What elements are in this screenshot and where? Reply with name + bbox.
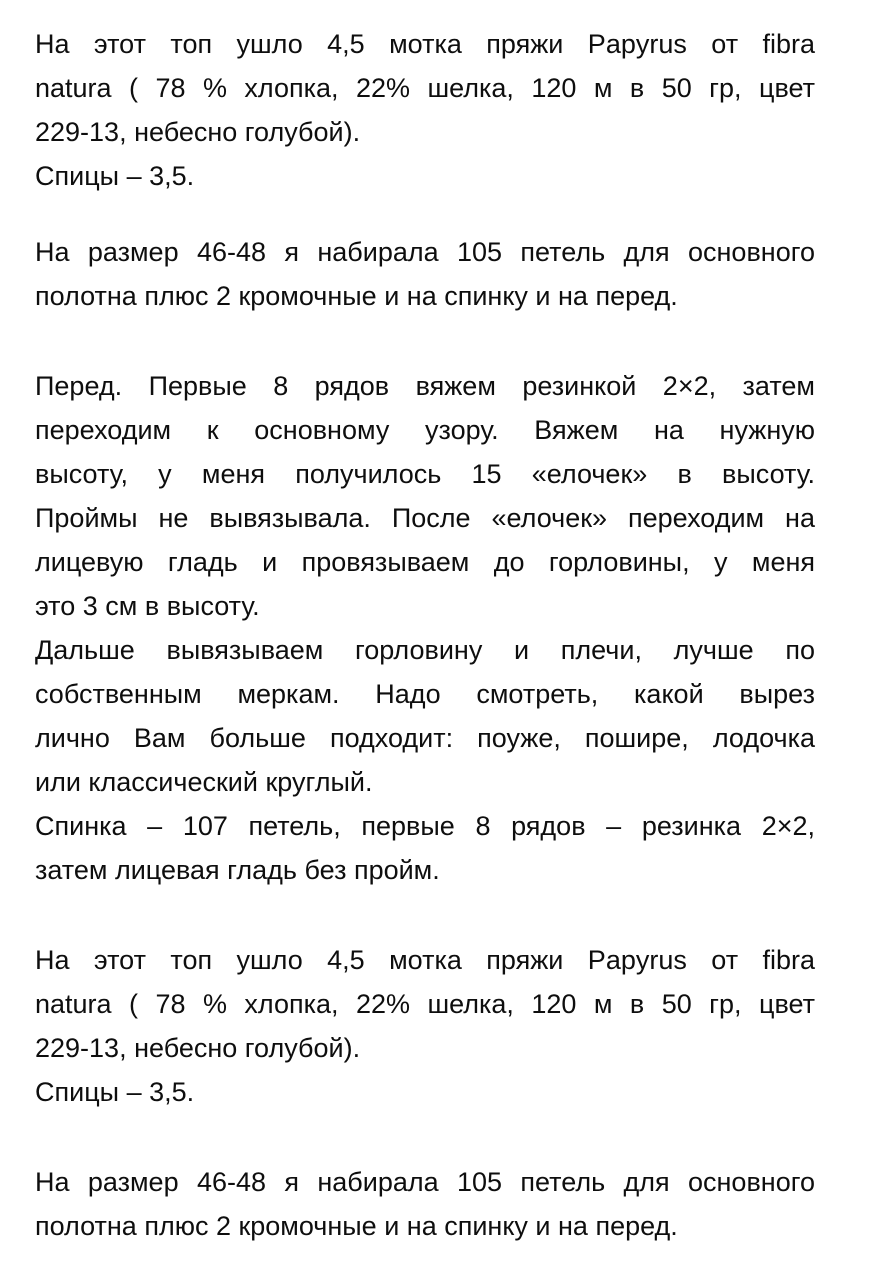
text-line: затем лицевая гладь без пройм. (35, 855, 440, 885)
text-line: полотна плюс 2 кромочные и на спинку и на перед. (35, 281, 678, 311)
text-line: Спинка – 107 петель, первые 8 рядов – резинка 2×2, (35, 811, 815, 841)
section (35, 230, 815, 318)
text-line: полотна плюс 2 кромочные и на спинку и на перед. (35, 1211, 678, 1241)
text-line: Дальше вывязываем горловину и плечи, лучше по (35, 635, 815, 665)
text-line: высоту, у меня получилось 15 «елочек» в высоту. (35, 459, 815, 489)
text-line: Проймы не вывязывала. После «елочек» переходим на (35, 503, 815, 533)
section (35, 364, 815, 892)
text-line: natura ( 78 % хлопка, 22% шелка, 120 м в 50 гр, цвет (35, 989, 815, 1019)
text-line: или классический круглый. (35, 767, 373, 797)
text-line: Перед. Первые 8 рядов вяжем резинкой 2×2, затем (35, 371, 815, 401)
text-line: это 3 см в высоту. (35, 591, 260, 621)
section (35, 938, 815, 1114)
text-line: Спицы – 3,5. (35, 1077, 195, 1107)
text-line: 229-13, небесно голубой). (35, 117, 361, 147)
text-line: 229-13, небесно голубой). (35, 1033, 361, 1063)
text-line: На размер 46-48 я набирала 105 петель для основного (35, 237, 815, 267)
text-line: лично Вам больше подходит: поуже, пошире, лодочка (35, 723, 815, 753)
text-line: лицевую гладь и провязываем до горловины, у меня (35, 547, 815, 577)
text-line: natura ( 78 % хлопка, 22% шелка, 120 м в 50 гр, цвет (35, 73, 815, 103)
section (35, 22, 815, 198)
text-line: На этот топ ушло 4,5 мотка пряжи Papyrus от fibra (35, 29, 815, 59)
text-line: Спицы – 3,5. (35, 161, 195, 191)
text-line: собственным меркам. Надо смотреть, какой вырез (35, 679, 815, 709)
text-line: На этот топ ушло 4,5 мотка пряжи Papyrus от fibra (35, 945, 815, 975)
section (35, 1160, 815, 1248)
text-line: На размер 46-48 я набирала 105 петель для основного (35, 1167, 815, 1197)
text-line: переходим к основному узору. Вяжем на нужную (35, 415, 815, 445)
